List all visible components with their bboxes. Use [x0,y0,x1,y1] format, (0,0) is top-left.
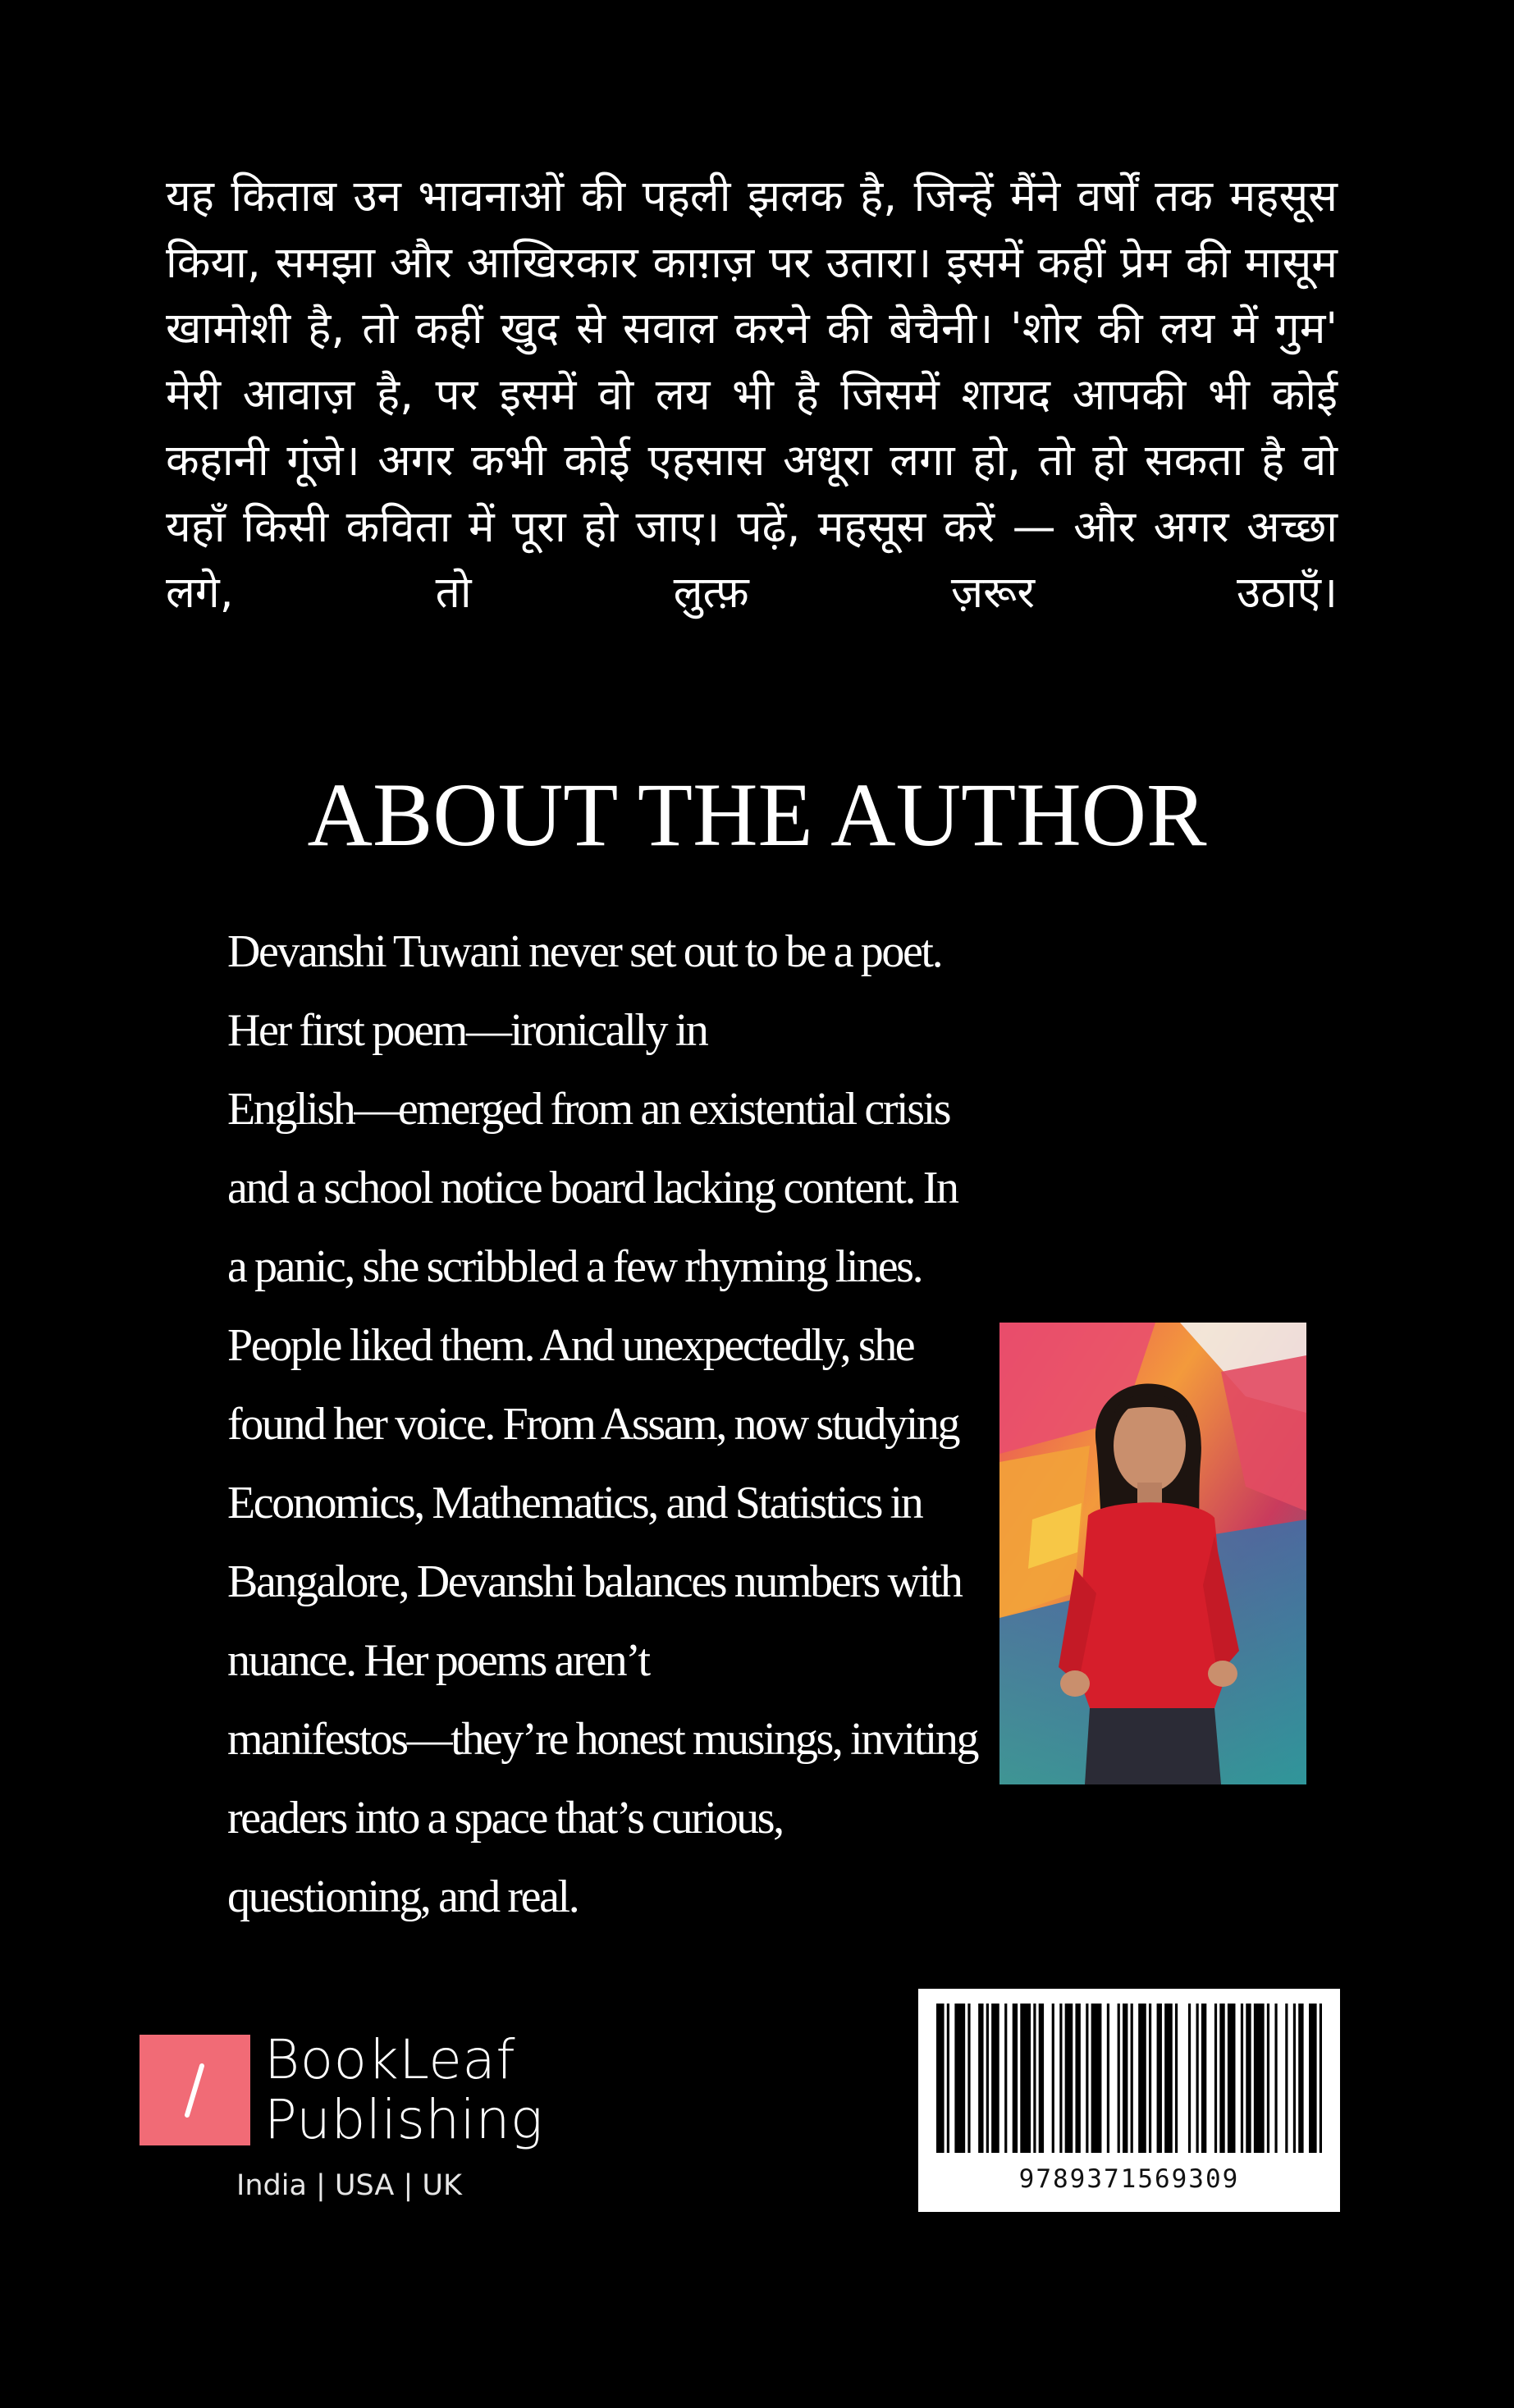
publisher-regions: India | USA | UK [236,2169,462,2202]
isbn-number: 9789371569309 [1018,2164,1240,2194]
barcode-bar [1004,2004,1007,2153]
publisher-name-line1: BookLeaf [264,2028,516,2091]
barcode-bar [1065,2004,1073,2153]
barcode-bar [1052,2004,1054,2153]
blurb-line: करने की बेचैनी। 'शोर की लय में गुम' मेरी आवाज़ है, पर इसमें [166,304,1338,420]
blurb-line: इसमें कहीं प्रेम की मासूम खामोशी है, तो कहीं खुद से सवाल [166,237,1338,354]
barcode-bar [1267,2004,1269,2153]
barcode-bar [1123,2004,1127,2153]
barcode-bar [991,2004,999,2153]
author-photo [999,1323,1306,1784]
barcode-bar [1188,2004,1191,2153]
barcode-bar [1175,2004,1178,2153]
barcode-bar [1285,2004,1288,2153]
barcode-bar [1138,2004,1146,2153]
bio-line: Bangalore, Devanshi balances numbers with [227,1556,962,1607]
isbn-barcode [918,1989,1340,2212]
barcode-bar [1241,2004,1243,2153]
bio-line: questioning, and real. [227,1871,579,1922]
bio-line: English—emerged from an existential crisis [227,1084,950,1135]
barcode-bar [986,2004,989,2153]
barcode-bar [1039,2004,1044,2153]
publisher-name-line2: Publishing [264,2088,544,2151]
barcode-bar [1157,2004,1162,2153]
barcode-bar [1131,2004,1133,2153]
author-bio [227,912,978,1936]
about-author-heading: ABOUT THE AUTHOR [307,765,1207,865]
bio-line: Economics, Mathematics, and Statistics in [227,1478,922,1528]
barcode-bar [1298,2004,1303,2153]
book-blurb [166,164,1338,627]
barcode-bar [936,2004,945,2153]
bio-line: and a school notice board lacking content. In [227,1163,958,1213]
publisher-name [264,2030,543,2150]
barcode-bar [1164,2004,1173,2153]
barcode-bar [1075,2004,1080,2153]
bio-line: manifestos—they’re honest musings, inviting [227,1714,978,1765]
barcode-bar [1020,2004,1031,2153]
bio-line: found her voice. From Assam, now studying [227,1399,959,1450]
barcode-bar [1013,2004,1018,2153]
blurb-line: यह किताब उन भावनाओं की पहली झलक है, जिन्हें मैंने वर्षों [166,171,1138,222]
barcode-bar [1219,2004,1224,2153]
barcode-bar [1309,2004,1317,2153]
bio-line: People liked them. And unexpectedly, she [227,1320,914,1371]
blurb-line: तक महसूस किया, समझा और आखिरकार काग़ज़ पर उतारा। [166,171,1338,288]
bio-line: a panic, she scribbled a few rhyming lines. [227,1241,922,1292]
barcode-bar [1059,2004,1062,2153]
bio-line: readers into a space that’s curious, [227,1793,783,1844]
barcode-bar [978,2004,983,2153]
barcode-bar [1086,2004,1088,2153]
barcode-bar [1196,2004,1199,2153]
blurb-line: अच्छा लगे, तो लुत्फ़ ज़रूर उठाएँ। [166,501,1338,618]
barcode-bar [1320,2004,1322,2153]
barcode-bar [967,2004,970,2153]
bio-line: nuance. Her poems aren’t [227,1635,649,1686]
barcode-bar [1118,2004,1120,2153]
barcode-bar [1274,2004,1277,2153]
bio-line: Devanshi Tuwani never set out to be a poet. [227,926,942,977]
barcode-bar [1201,2004,1206,2153]
barcode-bar [1254,2004,1265,2153]
barcode-bar [1091,2004,1102,2153]
barcode-bar [1033,2004,1036,2153]
barcode-bar [1149,2004,1151,2153]
blurb-line: किसी कविता में पूरा हो जाए। पढ़ें, महसूस करें — और अगर [243,501,1229,552]
barcode-bar [1214,2004,1217,2153]
publisher-logo [140,2028,566,2215]
barcode-bar [1228,2004,1236,2153]
blurb-line: वो लय भी है जिसमें शायद आपकी भी कोई कहानी गूंजे। अगर [166,369,1338,486]
barcode-bar [1293,2004,1296,2153]
barcode-bar [1107,2004,1109,2153]
barcode-bar [1246,2004,1251,2153]
barcode-bar [947,2004,949,2153]
blurb-line: कभी कोई एहसास अधूरा लगा हो, तो हो सकता है वो यहाँ [166,436,1338,552]
slash-icon [140,2035,250,2145]
barcode-bar [954,2004,965,2153]
bio-line: Her first poem—ironically in [227,1005,707,1056]
